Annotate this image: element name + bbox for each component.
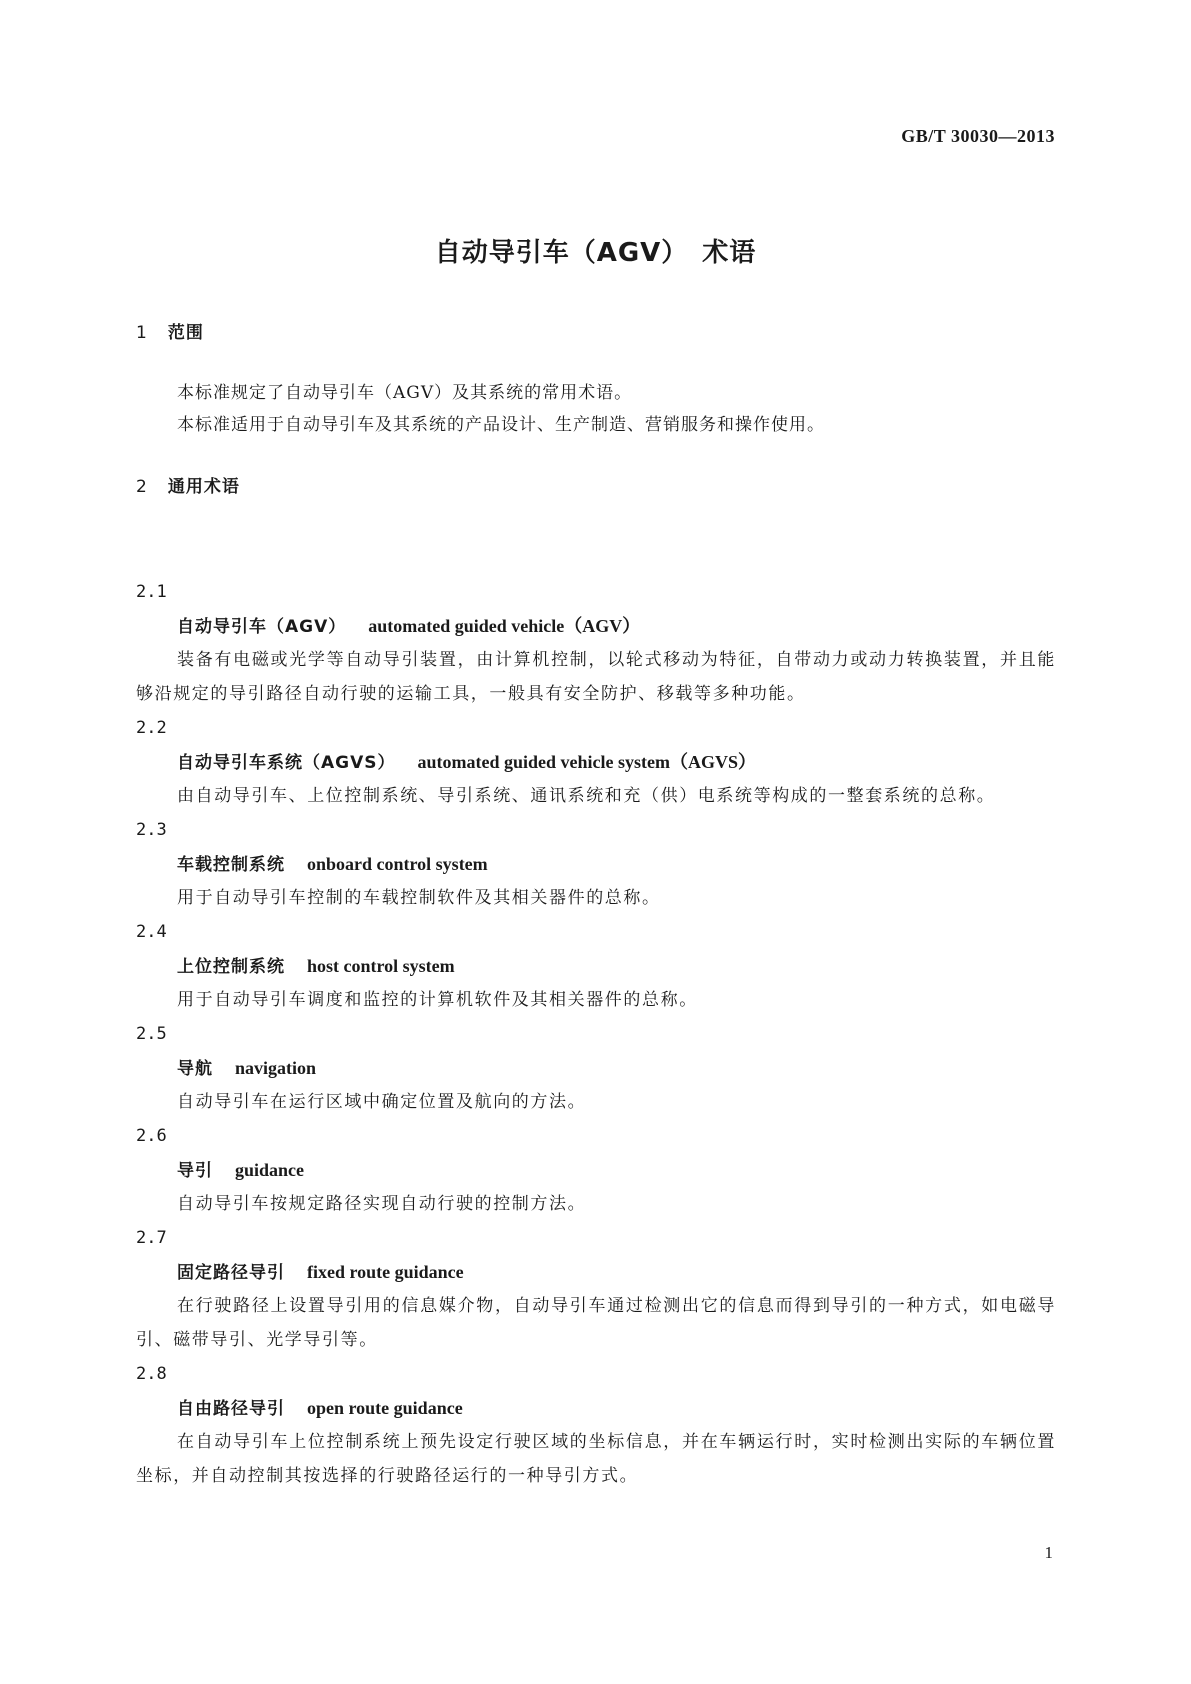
term-chinese-name: 导引 <box>177 1161 213 1181</box>
term-heading <box>136 949 1056 983</box>
term-number: 2.2 <box>136 718 167 738</box>
term-chinese-name: 车载控制系统 <box>177 855 285 875</box>
term-number: 2.4 <box>136 922 167 942</box>
term-heading <box>136 1255 1056 1289</box>
term-chinese-name: 自动导引车系统（AGVS） <box>177 753 396 773</box>
page-number: 1 <box>1044 1543 1053 1562</box>
term-heading <box>136 609 1056 643</box>
term-english-name: automated guided vehicle（AGV） <box>368 616 641 636</box>
section-heading-general-terms <box>136 472 240 497</box>
term-chinese-name: 上位控制系统 <box>177 957 285 977</box>
standard-code: GB/T 30030—2013 <box>901 126 1055 146</box>
term-entry <box>136 1357 1056 1493</box>
term-number: 2.1 <box>136 582 167 602</box>
term-entry <box>136 575 1056 711</box>
section-title: 通用术语 <box>167 477 240 497</box>
section-number: 1 <box>136 323 148 343</box>
term-chinese-name: 自由路径导引 <box>177 1399 285 1419</box>
term-english-name: automated guided vehicle system（AGVS） <box>417 752 757 772</box>
term-heading <box>136 1051 1056 1085</box>
term-entry <box>136 813 1056 915</box>
term-list <box>136 575 1056 1493</box>
scope-paragraph-1: 本标准规定了自动导引车（AGV）及其系统的常用术语。 <box>177 383 633 403</box>
term-definition: 在行驶路径上设置导引用的信息媒介物，自动导引车通过检测出它的信息而得到导引的一种方式，如电磁导引、磁带导引、光学导引等。 <box>136 1296 1056 1350</box>
term-english-name: fixed route guidance <box>307 1262 464 1282</box>
term-heading <box>136 1391 1056 1425</box>
term-definition: 在自动导引车上位控制系统上预先设定行驶区域的坐标信息，并在车辆运行时，实时检测出实际的车辆位置坐标，并自动控制其按选择的行驶路径运行的一种导引方式。 <box>136 1432 1056 1486</box>
term-heading <box>136 847 1056 881</box>
section-number: 2 <box>136 477 148 497</box>
term-number: 2.5 <box>136 1024 167 1044</box>
document-title: 自动导引车（AGV） 术语 <box>434 238 757 268</box>
term-number: 2.8 <box>136 1364 167 1384</box>
term-definition: 由自动导引车、上位控制系统、导引系统、通讯系统和充（供）电系统等构成的一整套系统的总称。 <box>177 786 996 806</box>
term-entry <box>136 1221 1056 1357</box>
section-heading-scope <box>136 318 204 343</box>
term-english-name: guidance <box>235 1160 305 1180</box>
section-title: 范围 <box>167 323 204 343</box>
term-chinese-name: 导航 <box>177 1059 213 1079</box>
term-entry <box>136 1017 1056 1119</box>
term-entry <box>136 711 1056 813</box>
term-english-name: navigation <box>235 1058 317 1078</box>
term-definition: 装备有电磁或光学等自动导引装置，由计算机控制，以轮式移动为特征，自带动力或动力转换装置，并且能够沿规定的导引路径自动行驶的运输工具，一般具有安全防护、移载等多种功能。 <box>136 650 1056 704</box>
term-chinese-name: 自动导引车（AGV） <box>177 617 347 637</box>
term-entry <box>136 1119 1056 1221</box>
term-definition: 自动导引车按规定路径实现自动行驶的控制方法。 <box>177 1194 587 1214</box>
term-english-name: onboard control system <box>307 854 488 874</box>
term-chinese-name: 固定路径导引 <box>177 1263 285 1283</box>
term-definition: 用于自动导引车调度和监控的计算机软件及其相关器件的总称。 <box>177 990 698 1010</box>
term-definition: 用于自动导引车控制的车载控制软件及其相关器件的总称。 <box>177 888 661 908</box>
scope-paragraph-2: 本标准适用于自动导引车及其系统的产品设计、生产制造、营销服务和操作使用。 <box>177 415 825 435</box>
term-number: 2.7 <box>136 1228 167 1248</box>
term-definition: 自动导引车在运行区域中确定位置及航向的方法。 <box>177 1092 587 1112</box>
term-heading <box>136 745 1056 779</box>
term-number: 2.6 <box>136 1126 167 1146</box>
term-english-name: open route guidance <box>307 1398 463 1418</box>
term-heading <box>136 1153 1056 1187</box>
term-entry <box>136 915 1056 1017</box>
term-number: 2.3 <box>136 820 167 840</box>
term-english-name: host control system <box>307 956 455 976</box>
